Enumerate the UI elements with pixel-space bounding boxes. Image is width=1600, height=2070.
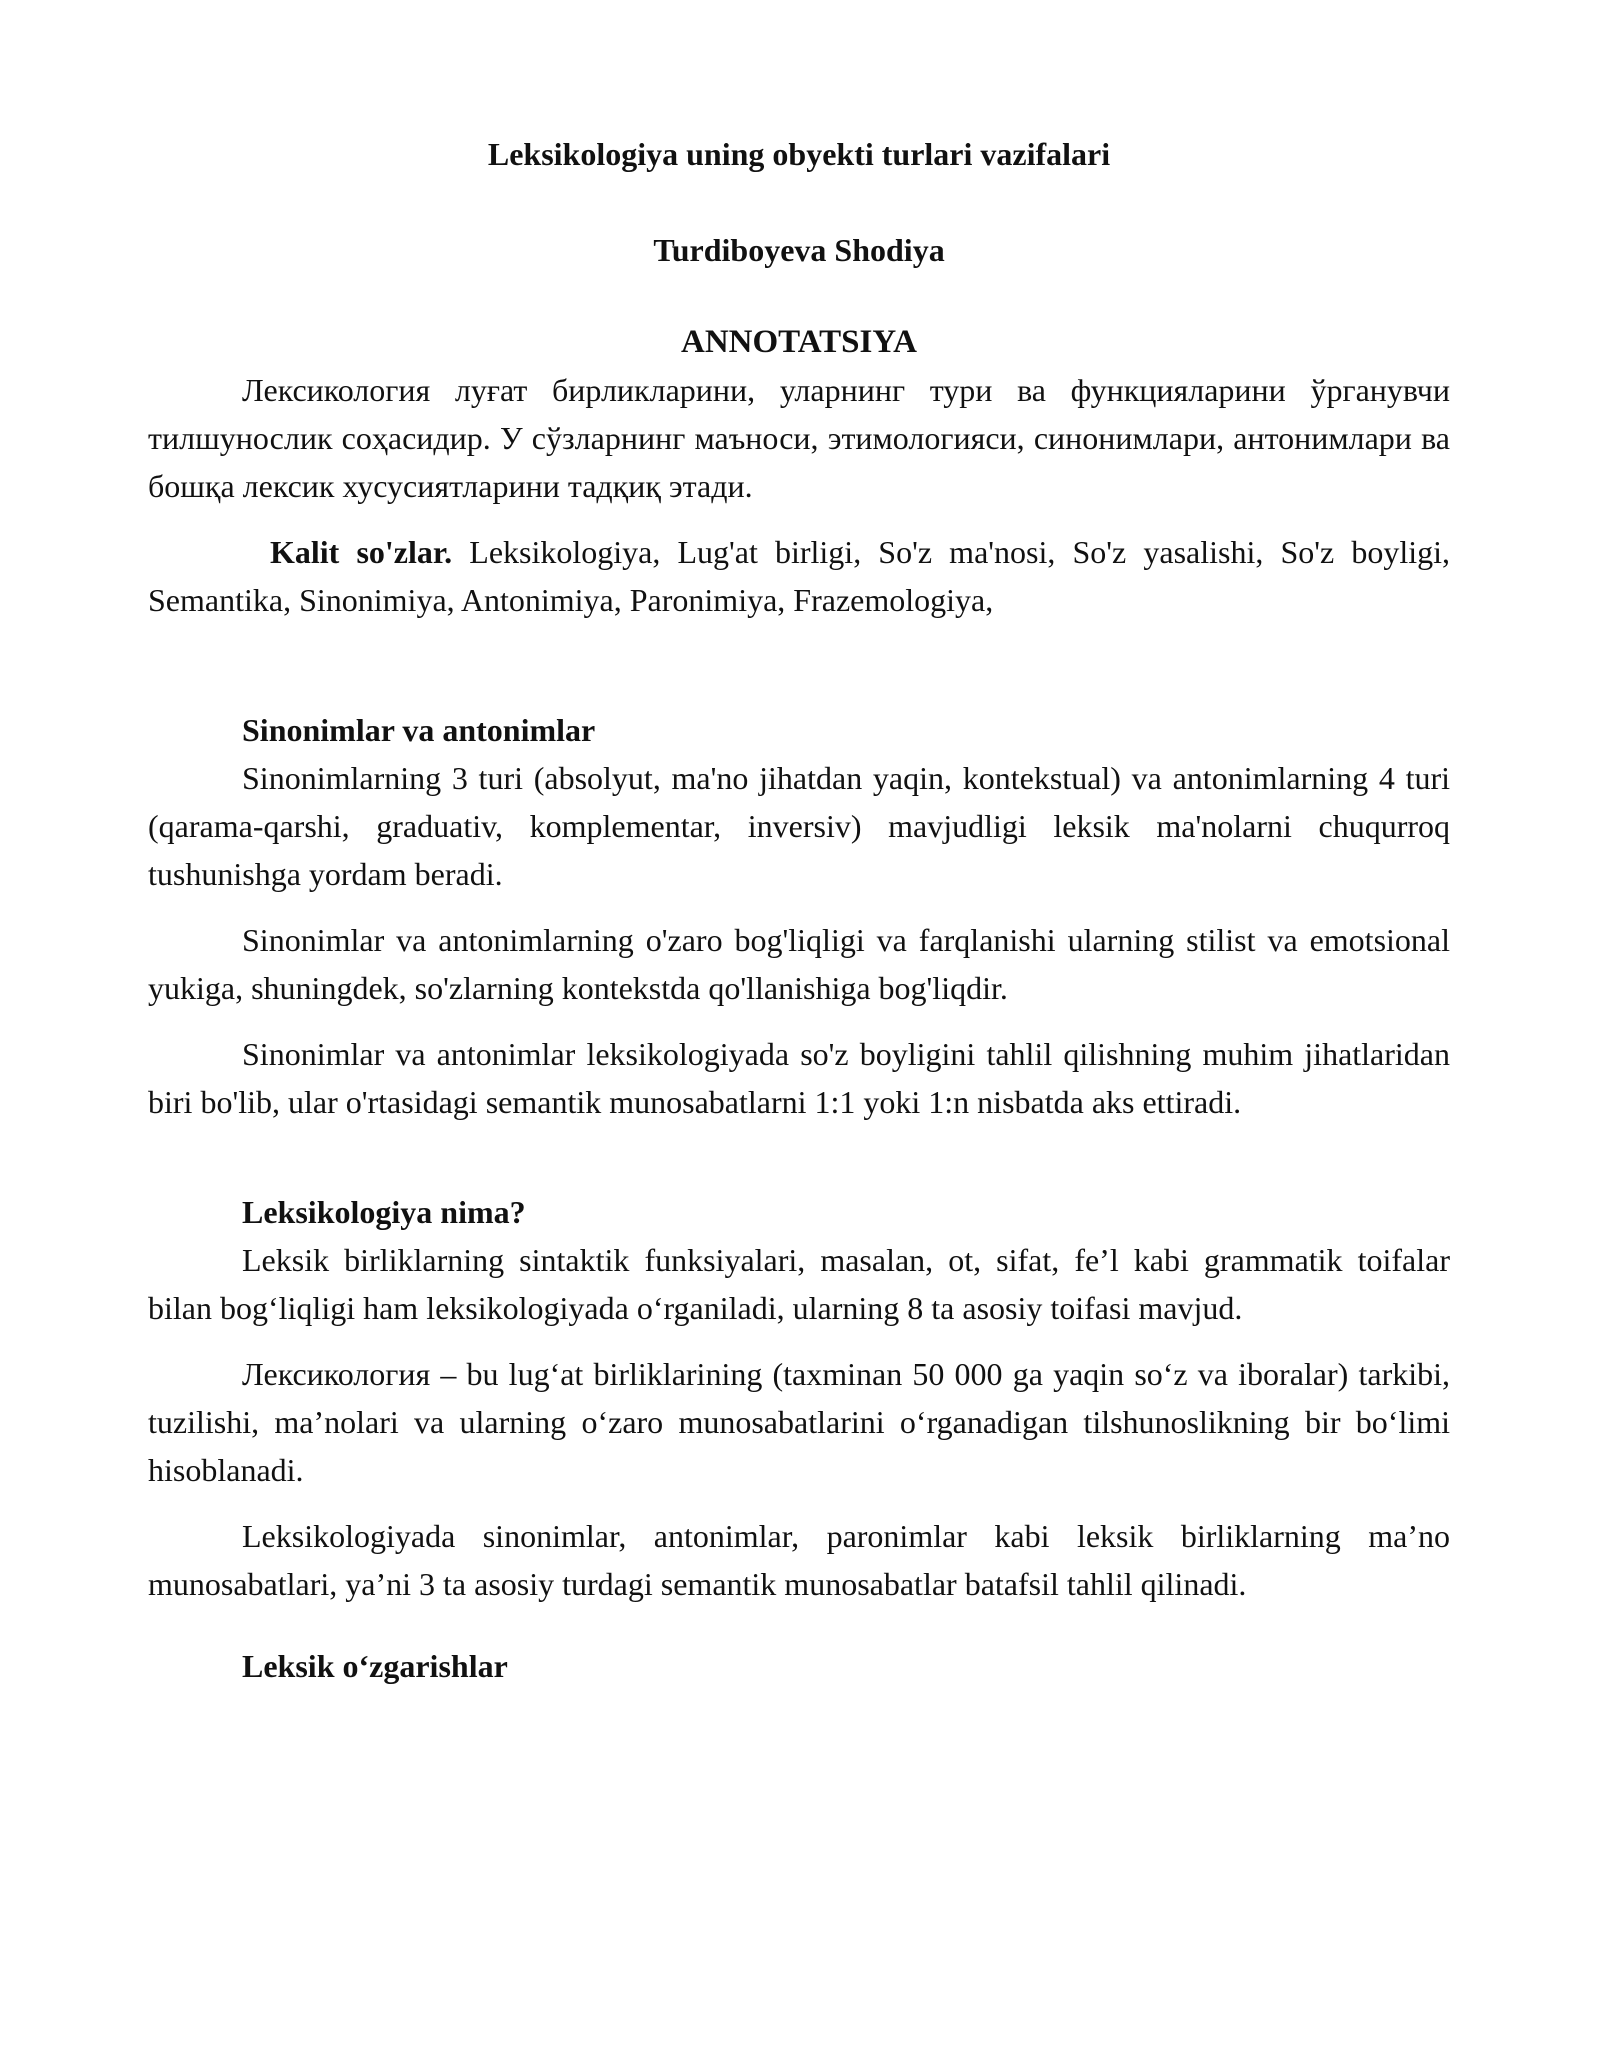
section-paragraph: Leksikologiyada sinonimlar, antonimlar, paronimlar kabi leksik birliklarning ma’no munosabatlari, ya’ni 3 ta asosiy turdagi semantik munosabatlar batafsil tahlil qilinadi. <box>148 1518 1450 1602</box>
annotation-paragraph: Лексикология луғат бирликларини, уларнинг тури ва функцияларини ўрганувчи тилшунослик соҳасидир. У сўзларнинг маъноси, этимологияси, синонимлари, антонимлари ва бошқа лексик хусусиятларини тадқиқ этади. <box>148 372 1450 504</box>
section-heading-sinonimlar: Sinonimlar va antonimlar <box>242 712 596 748</box>
section-paragraph: Лексикология – bu lug‘at birliklarining (taxminan 50 000 ga yaqin so‘z va iboralar) tarkibi, tuzilishi, ma’nolari va ularning o‘zaro munosabatlarini o‘rganadigan tilshunoslikning bir bo‘limi hisoblanadi. <box>148 1356 1450 1488</box>
section-paragraph: Sinonimlarning 3 turi (absolyut, ma'no jihatdan yaqin, kontekstual) va antonimlarning 4 turi (qarama-qarshi, graduativ, komplementar, inversiv) mavjudligi leksik ma'nolarni chuqurroq tushunishga yordam beradi. <box>148 760 1450 892</box>
section-heading-leksikologiya-nima: Leksikologiya nima? <box>242 1194 526 1230</box>
keywords-paragraph <box>148 528 1450 624</box>
section-paragraph: Sinonimlar va antonimlar leksikologiyada so'z boyligini tahlil qilishning muhim jihatlaridan biri bo'lib, ular o'rtasidagi semantik munosabatlarni 1:1 yoki 1:n nisbatda aks ettiradi. <box>148 1036 1450 1120</box>
author-name: Turdiboyeva Shodiya <box>653 232 945 268</box>
keywords-list: Leksikologiya, Lug'at birligi, So'z ma'nosi, So'z yasalishi, So'z boyligi, Semantika, Sinonimiya, Antonimiya, Paronimiya, Frazemologiya, <box>148 534 1451 618</box>
section-paragraph: Leksik birliklarning sintaktik funksiyalari, masalan, ot, sifat, fe’l kabi grammatik toifalar bilan bog‘liqligi ham leksikologiyada o‘rganiladi, ularning 8 ta asosiy toifasi mavjud. <box>148 1242 1450 1326</box>
annotation-heading: ANNOTATSIYA <box>681 324 917 360</box>
document-title: Leksikologiya uning obyekti turlari vazifalari <box>487 136 1111 172</box>
document-page <box>148 130 1450 1690</box>
section-heading-leksik-ozgarishlar: Leksik o‘zgarishlar <box>242 1648 508 1684</box>
section-paragraph: Sinonimlar va antonimlarning o'zaro bog'liqligi va farqlanishi ularning stilist va emotsional yukiga, shuningdek, so'zlarning kontekstda qo'llanishiga bog'liqdir. <box>148 922 1450 1006</box>
keywords-label: Kalit so'zlar. <box>270 534 453 570</box>
